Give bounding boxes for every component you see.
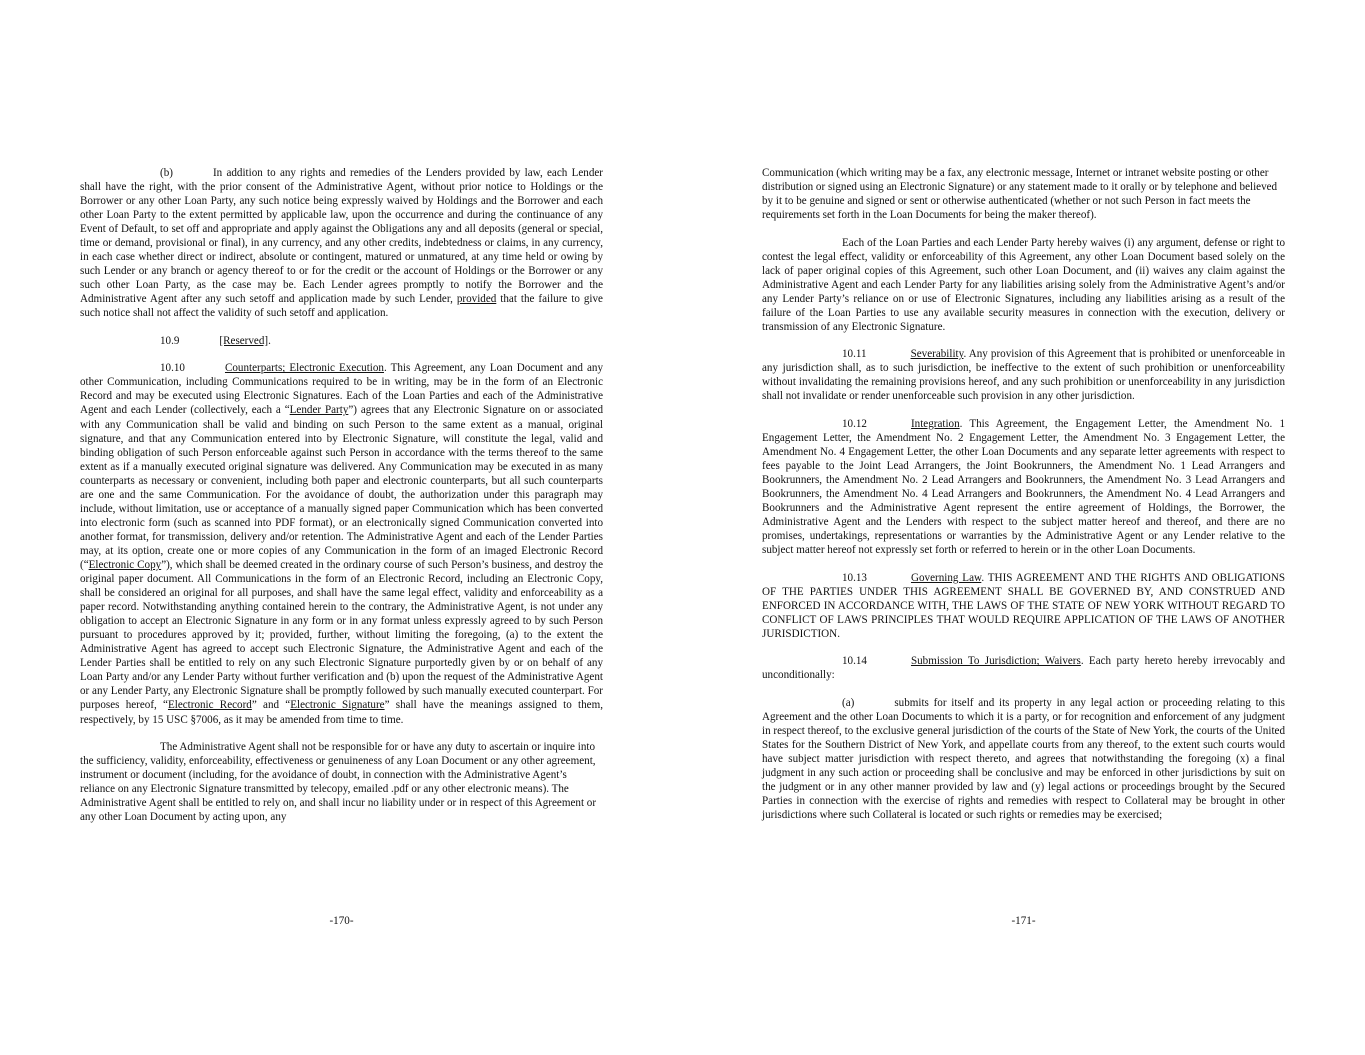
section-text-5: ” shall have the meanings assigned to them, respectively, by 15 USC §7006, as it may be amended from time to time. xyxy=(80,699,604,726)
section-10-13 xyxy=(762,571,1285,641)
paragraph-admin-agent: The Administrative Agent shall not be responsible for or have any duty to ascertain or inquire into the sufficiency, validity, enforceability, effectiveness or genuineness of any Loan Document or any other agreement, instrument or document (including, for the avoidance of doubt, in connection with the Administrative Agent’s reliance on any Electronic Signature transmitted by telecopy, emailed .pdf or any other electronic means). The Administrative Agent shall be entitled to rely on, and shall incur no liability under or in respect of this Agreement or any other Loan Document by acting upon, any xyxy=(80,740,597,824)
defined-term-electronic-record: Electronic Record xyxy=(167,699,252,712)
page-number: -171- xyxy=(1011,915,1036,927)
section-title: Counterparts; Electronic Execution xyxy=(224,362,384,375)
section-end: . xyxy=(268,334,271,347)
section-text: . This Agreement, the Engagement Letter, the Amendment No. 1 Engagement Letter, the Amendment No. 2 Engagement Letter, the Amendment No. 3 Engagement Letter, the Amendment No. 4 Engagement Letter, the other Loan Documents and any separate letter agreements with respect to fees payable to the Joint Lead Arrangers, the Joint Bookrunners, the Amendment No. 1 Lead Arrangers and Bookrunners, the Amendment No. 2 Lead Arrangers and Bookrunners, the Amendment No. 3 Lead Arrangers and Bookrunners, the Amendment No. 4 Lead Arrangers and Bookrunners, the Amendment No. 4 Lead Arrangers and Bookrunners and the Administrative Agent represent the entire agreement of Holdings, the Borrower, the Administrative Agent and the Lenders with respect to the subject matter hereof and thereof, and there are no promises, undertakings, representations or warranties by the Administrative Agent or any Lender relative to the subject matter hereof not expressly set forth or referred to herein or in the other Loan Documents. xyxy=(762,417,1285,557)
defined-term-lender-party: Lender Party xyxy=(289,404,349,417)
clause-label-b: (b) xyxy=(160,167,173,179)
section-text-1: . This Agreement, any Loan Document and any other Communication, including Communications required to be in writing, may be in the form of an Electronic Record and may be executed using Electronic Signatures. Each of the Loan Parties and each of the Administrative Agent and each Lender (collectively, each a “ xyxy=(80,362,603,417)
section-text-2: ”) agrees that any Electronic Signature on or associated with any Communication shall be valid and binding on such Person to the same extent as a manual, original signature, and that any Communication entered into by Electronic Signature, will constitute the legal, valid and binding obligation of such Person enforceable against such Person in accordance with the terms thereof to the same extent as if a manually executed original signature was delivered. Any Communication may be executed in as many counterparts as necessary or convenient, including both paper and electronic counterparts, but all such counterparts are one and the same Communication. For the avoidance of doubt, the authorization under this paragraph may include, without limitation, use or acceptance of a manually signed paper Communication which has been converted into electronic form (such as scanned into PDF format), or an electronically signed Communication converted into another format, for transmission, delivery and/or retention. The Administrative Agent and each of the Lender Parties may, at its option, create one or more copies of any Communication in the form of an imaged Electronic Record (“ xyxy=(80,404,604,571)
section-number: 10.12 xyxy=(842,417,867,430)
section-text-3: ”), which shall be deemed created in the ordinary course of such Person’s business, and destroy the original paper document. All Communications in the form of an Electronic Record, including an Electronic Copy, shall be considered an original for all purposes, and shall have the same legal effect, validity and enforceability as a paper record. Notwithstanding anything contained herein to the contrary, the Administrative Agent, is not under any obligation to accept an Electronic Signature in any form or in any format unless expressly agreed to by such Person pursuant to procedures approved by it; provided, further, without limiting the foregoing, (a) to the extent the Administrative Agent has agreed to accept such Electronic Signature, the Administrative Agent and each of the Lender Parties shall be entitled to rely on any such Electronic Signature purportedly given by or on behalf of any Loan Party and/or any Lender Party without further verification and (b) upon the request of the Administrative Agent or any Lender Party, any Electronic Signature shall be promptly followed by such manually executed counterpart. For purposes hereof, “ xyxy=(80,559,603,712)
defined-term-electronic-signature: Electronic Signature xyxy=(290,699,385,712)
section-number: 10.13 xyxy=(842,571,867,584)
section-title: Governing Law xyxy=(910,571,982,584)
clause-a xyxy=(762,696,1285,822)
page-number: -170- xyxy=(329,915,354,927)
section-text: . Each party hereto hereby irrevocably and unconditionally: xyxy=(762,655,1285,682)
page-171 xyxy=(762,0,1285,1055)
section-10-9 xyxy=(80,334,603,348)
clause-a-text: submits for itself and its property in any legal action or proceeding relating to this Agreement and the other Loan Documents to which it is a party, or for recognition and enforcement of any judgment in respect thereof, to the exclusive general jurisdiction of the courts of the State of New York, the courts of the United States for the Southern District of New York, and appellate courts from any thereof, to the extent such courts would have subject matter jurisdiction with respect thereto, and agrees that notwithstanding the foregoing (x) a final judgment in any such action or proceeding shall be conclusive and may be enforced in other jurisdictions by suit on the judgment or in any other manner provided by law and (y) legal actions or proceedings brought by the Secured Parties in connection with the exercise of rights and remedies with respect to Collateral may be brought in other jurisdictions where such Collateral is located or such rights or remedies may be exercised; xyxy=(762,696,1285,822)
defined-term-electronic-copy: Electronic Copy xyxy=(88,559,162,571)
section-text-4: ” and “ xyxy=(251,699,291,712)
page-170-text xyxy=(80,166,603,838)
setoff-text: In addition to any rights and remedies of the Lenders provided by law, each Lender shall have the right, with the prior consent of the Administrative Agent, without prior notice to Holdings or the Borrower or any other Loan Party, any such notice being expressly waived by Holdings and the Borrower and each other Loan Party to the extent permitted by applicable law, upon the occurrence and during the continuance of any Event of Default, to set off and appropriate and apply against the Obligations any and all deposits (general or special, time or demand, provisional or final), in any currency, and any other credits, indebtedness or claims, in any currency, in each case whether direct or indirect, absolute or contingent, matured or unmatured, at any time held or owing by such Lender or any branch or agency thereof to or for the credit or the account of Holdings or the Borrower or any such other Loan Party, as the case may be. Each Lender agrees promptly to notify the Borrower and the Administrative Agent after any such setoff and application made by such Lender, xyxy=(80,167,603,306)
section-10-12 xyxy=(762,417,1285,557)
section-10-14 xyxy=(762,654,1285,682)
section-text: . THIS AGREEMENT AND THE RIGHTS AND OBLIGATIONS OF THE PARTIES UNDER THIS AGREEMENT SHALL BE GOVERNED BY, AND CONSTRUED AND ENFORCED IN ACCORDANCE WITH, THE LAWS OF THE STATE OF NEW YORK WITHOUT REGARD TO CONFLICT OF LAWS PRINCIPLES THAT WOULD REQUIRE APPLICATION OF THE LAWS OF ANOTHER JURISDICTION. xyxy=(762,571,1286,640)
page-170 xyxy=(80,0,603,1055)
section-number: 10.14 xyxy=(842,655,867,668)
section-number: 10.9 xyxy=(160,334,180,347)
section-10-11 xyxy=(762,347,1285,403)
paragraph-waiver: Each of the Loan Parties and each Lender Party hereby waives (i) any argument, defense or right to contest the legal effect, validity or enforceability of this Agreement, any other Loan Document based solely on the lack of paper original copies of this Agreement, such other Loan Document, and (ii) waives any claim against the Administrative Agent and each Lender Party for any liabilities arising solely from the Administrative Agent’s and/or any Lender Party’s reliance on or use of Electronic Signatures, including any liabilities arising as a result of the failure of the Loan Parties to use any available security measures in connection with the execution, delivery or transmission of any Electronic Signature. xyxy=(762,236,1285,333)
section-title: Severability xyxy=(910,348,964,361)
section-text: . Any provision of this Agreement that is prohibited or unenforceable in any jurisdiction shall, as to such jurisdiction, be ineffective to the extent of such prohibition or unenforceability without invalidating the remaining provisions hereof, and any such prohibition or unenforceability in any jurisdiction shall not invalidate or render unenforceable such provision in any other jurisdiction. xyxy=(762,348,1285,403)
page-171-text xyxy=(762,166,1285,836)
clause-label-a: (a) xyxy=(842,696,855,709)
provided-term: provided xyxy=(456,293,497,306)
section-title: Submission To Jurisdiction; Waivers xyxy=(910,655,1081,668)
section-title: [Reserved] xyxy=(219,334,269,347)
paragraph-continuation: Communication (which writing may be a fax, any electronic message, Internet or intranet website posting or other distribution or signed using an Electronic Signature) or any statement made to it orally or by telephone and believed by it to be genuine and signed or sent or otherwise authenticated (whether or not such Person in fact meets the requirements set forth in the Loan Documents for being the maker thereof). xyxy=(762,167,1278,222)
section-title: Integration xyxy=(910,417,960,430)
setoff-tail: that the failure to give such notice shall not affect the validity of such setoff and application. xyxy=(80,293,603,320)
section-10-10 xyxy=(80,361,603,726)
section-number: 10.10 xyxy=(160,362,185,375)
section-number: 10.11 xyxy=(842,348,867,361)
paragraph-setoff xyxy=(80,166,603,321)
